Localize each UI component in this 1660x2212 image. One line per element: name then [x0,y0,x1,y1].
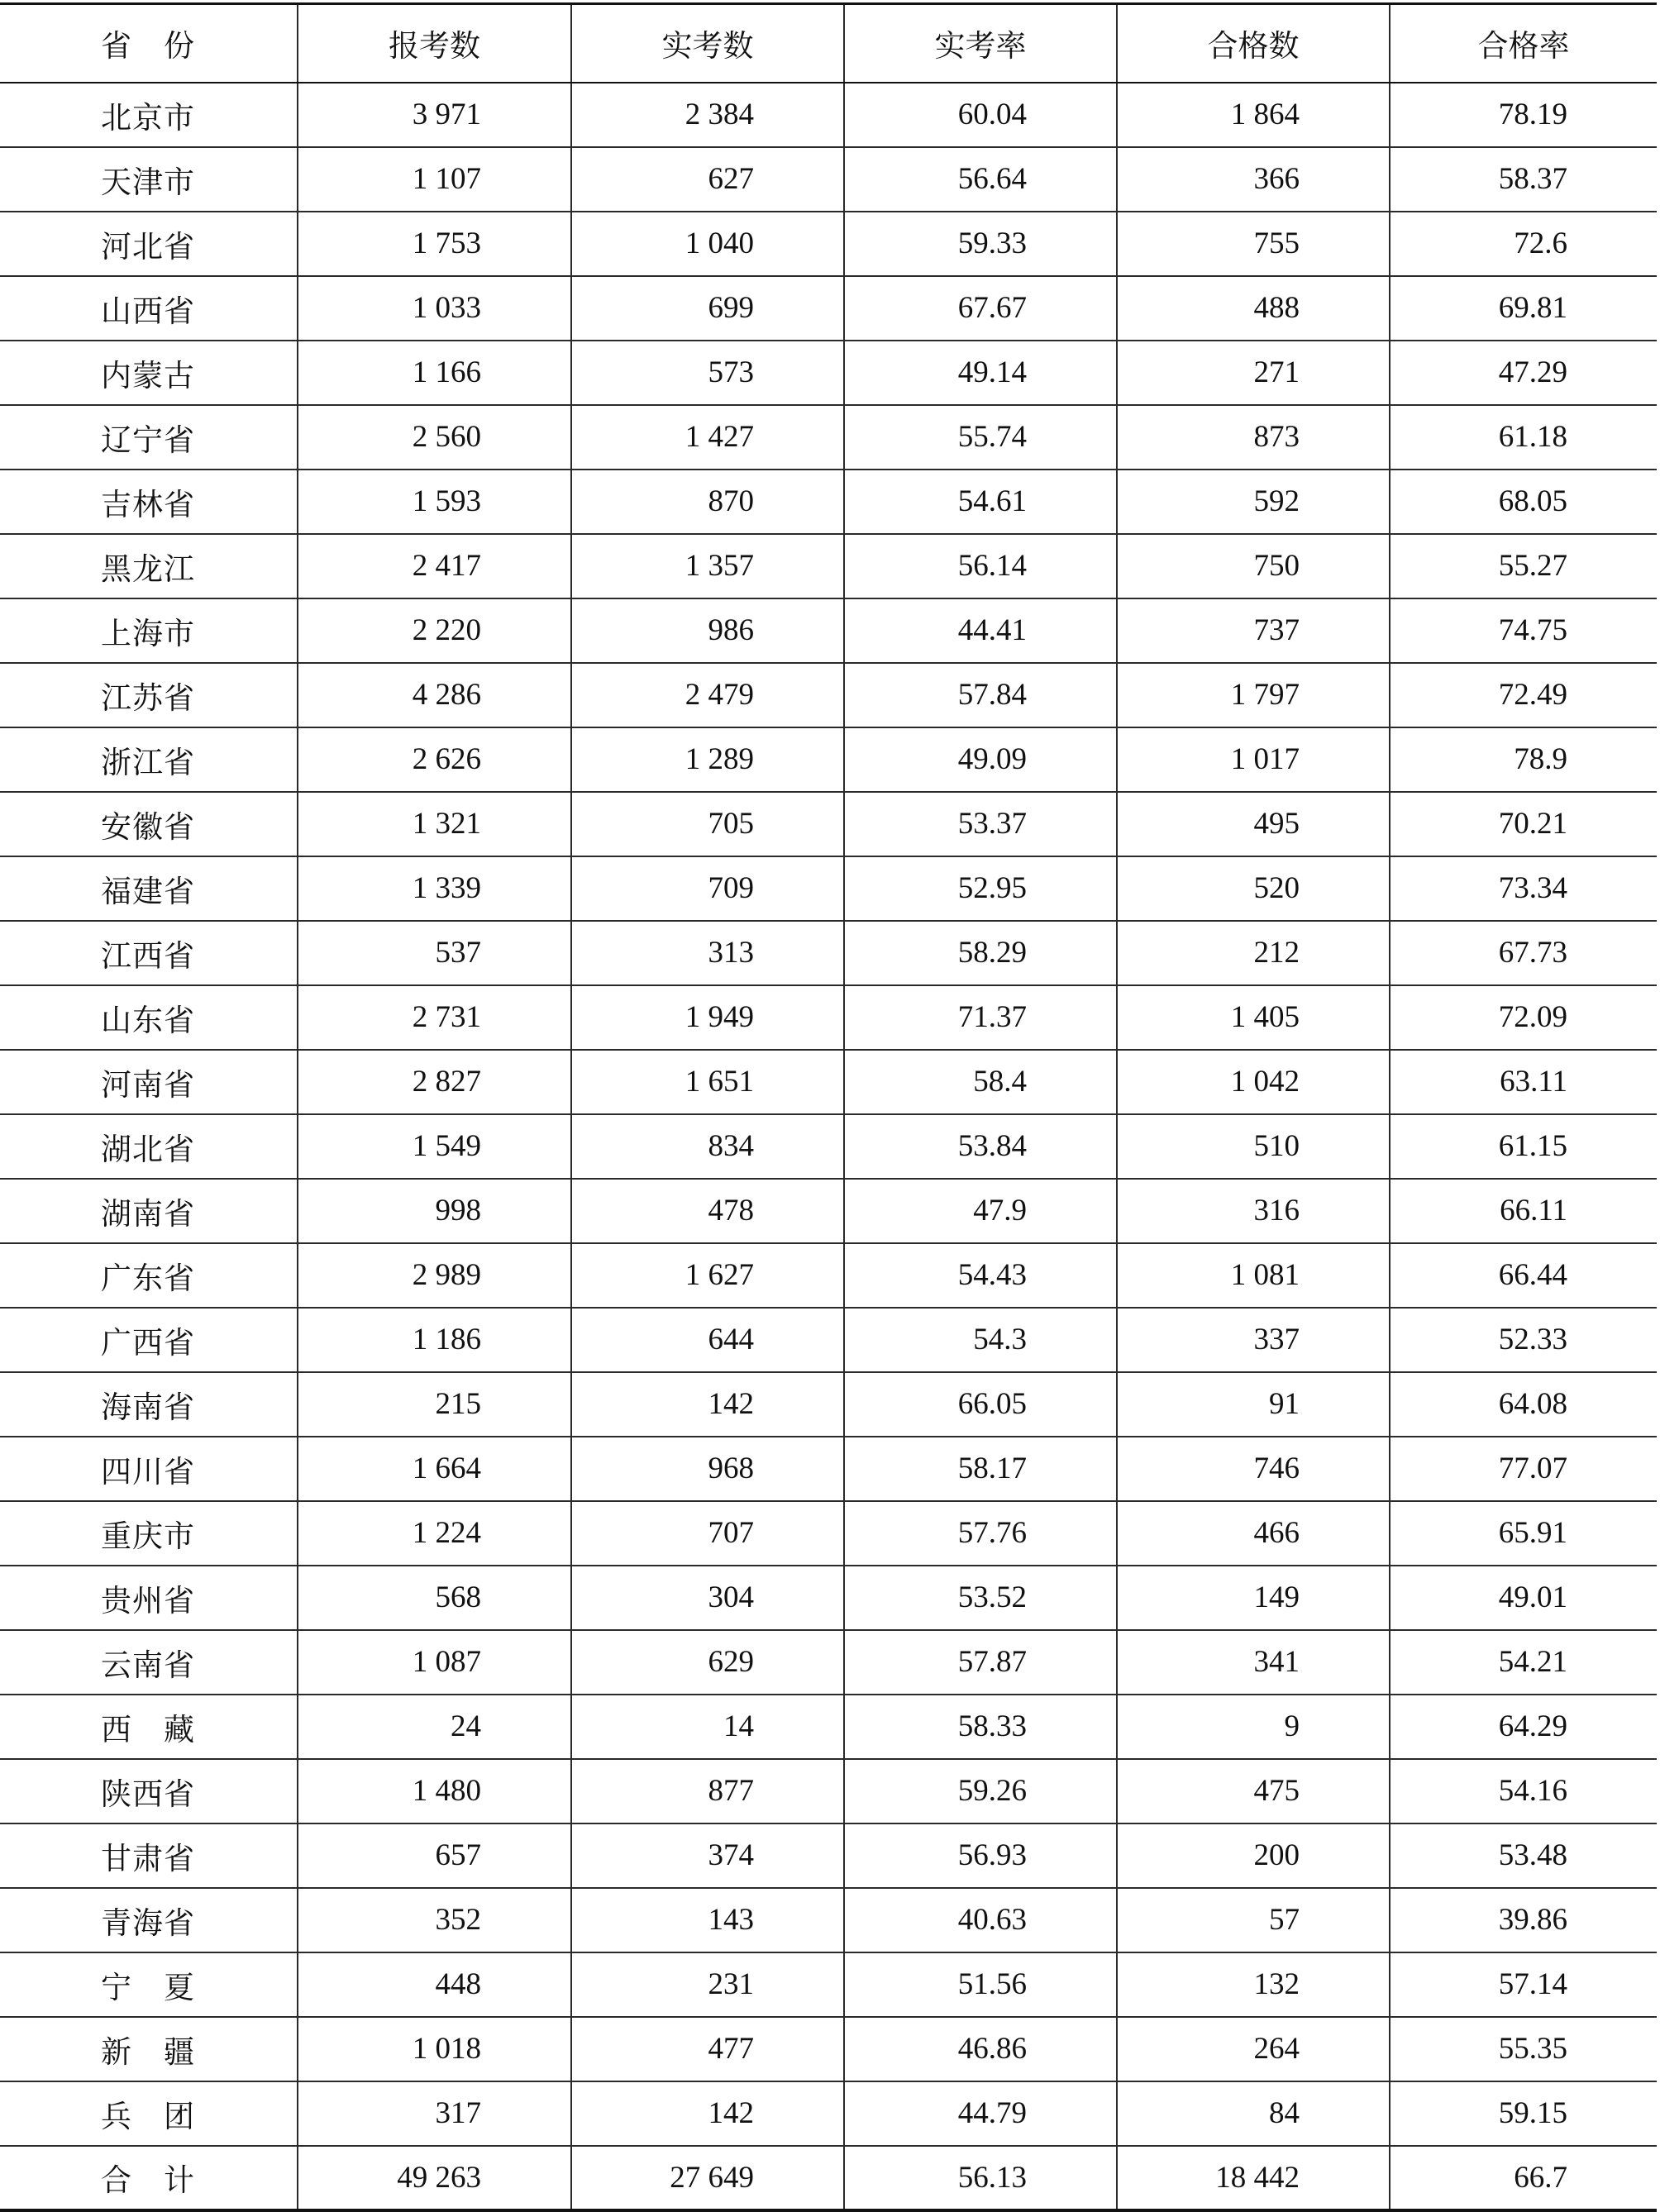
examined-cell: 14 [571,1695,844,1759]
exam-rate-cell: 49.14 [844,341,1117,405]
pass-rate-cell: 49.01 [1390,1566,1657,1630]
pass-rate-cell: 57.14 [1390,1952,1657,2017]
province-cell: 上海市 [0,598,298,663]
header-registered: 报考数 [298,4,571,83]
registered-cell: 537 [298,921,571,985]
table-row [0,856,1657,921]
pass-rate-cell: 66.7 [1390,2146,1657,2210]
registered-cell: 1 224 [298,1501,571,1566]
pass-rate-cell: 78.9 [1390,727,1657,792]
passed-cell: 1 864 [1117,83,1390,147]
table-row [0,147,1657,212]
pass-rate-cell: 72.6 [1390,212,1657,276]
exam-rate-cell: 44.79 [844,2081,1117,2146]
exam-statistics-table [0,2,1657,2212]
examined-cell: 1 289 [571,727,844,792]
pass-rate-cell: 66.11 [1390,1179,1657,1243]
province-cell: 福建省 [0,856,298,921]
exam-rate-cell: 53.52 [844,1566,1117,1630]
table-row [0,1437,1657,1501]
province-cell: 西 藏 [0,1695,298,1759]
table-row [0,212,1657,276]
pass-rate-cell: 68.05 [1390,470,1657,534]
examined-cell: 627 [571,147,844,212]
exam-rate-cell: 58.17 [844,1437,1117,1501]
passed-cell: 1 042 [1117,1050,1390,1114]
province-cell: 宁 夏 [0,1952,298,2017]
passed-cell: 341 [1117,1630,1390,1695]
table-row [0,2017,1657,2081]
registered-cell: 1 087 [298,1630,571,1695]
passed-cell: 316 [1117,1179,1390,1243]
province-cell: 天津市 [0,147,298,212]
pass-rate-cell: 52.33 [1390,1308,1657,1372]
examined-cell: 1 040 [571,212,844,276]
examined-cell: 1 651 [571,1050,844,1114]
pass-rate-cell: 78.19 [1390,83,1657,147]
passed-cell: 520 [1117,856,1390,921]
province-cell: 江苏省 [0,663,298,727]
passed-cell: 212 [1117,921,1390,985]
passed-cell: 1 017 [1117,727,1390,792]
examined-cell: 1 949 [571,985,844,1050]
exam-rate-cell: 51.56 [844,1952,1117,2017]
province-cell: 海南省 [0,1372,298,1437]
table-row [0,1759,1657,1823]
pass-rate-cell: 55.35 [1390,2017,1657,2081]
table-row [0,2081,1657,2146]
province-cell: 新 疆 [0,2017,298,2081]
registered-cell: 1 018 [298,2017,571,2081]
pass-rate-cell: 53.48 [1390,1823,1657,1888]
passed-cell: 1 797 [1117,663,1390,727]
province-cell: 云南省 [0,1630,298,1695]
pass-rate-cell: 54.16 [1390,1759,1657,1823]
registered-cell: 215 [298,1372,571,1437]
examined-cell: 877 [571,1759,844,1823]
exam-rate-cell: 56.14 [844,534,1117,598]
passed-cell: 271 [1117,341,1390,405]
table-row [0,276,1657,341]
header-examined: 实考数 [571,4,844,83]
examined-cell: 629 [571,1630,844,1695]
exam-rate-cell: 58.33 [844,1695,1117,1759]
examined-cell: 304 [571,1566,844,1630]
province-cell: 四川省 [0,1437,298,1501]
table-row [0,534,1657,598]
pass-rate-cell: 39.86 [1390,1888,1657,1952]
table-row [0,1179,1657,1243]
examined-cell: 644 [571,1308,844,1372]
exam-rate-cell: 54.43 [844,1243,1117,1308]
province-cell: 辽宁省 [0,405,298,470]
pass-rate-cell: 72.09 [1390,985,1657,1050]
province-cell: 黑龙江 [0,534,298,598]
table-row [0,1823,1657,1888]
examined-cell: 231 [571,1952,844,2017]
pass-rate-cell: 77.07 [1390,1437,1657,1501]
pass-rate-cell: 67.73 [1390,921,1657,985]
table-total-row [0,2146,1657,2210]
passed-cell: 488 [1117,276,1390,341]
header-province: 省 份 [0,4,298,83]
pass-rate-cell: 58.37 [1390,147,1657,212]
registered-cell: 1 549 [298,1114,571,1179]
province-cell: 湖南省 [0,1179,298,1243]
passed-cell: 337 [1117,1308,1390,1372]
pass-rate-cell: 69.81 [1390,276,1657,341]
examined-cell: 2 384 [571,83,844,147]
exam-rate-cell: 60.04 [844,83,1117,147]
registered-cell: 1 753 [298,212,571,276]
passed-cell: 18 442 [1117,2146,1390,2210]
pass-rate-cell: 63.11 [1390,1050,1657,1114]
examined-cell: 705 [571,792,844,856]
table-row [0,1888,1657,1952]
passed-cell: 510 [1117,1114,1390,1179]
examined-cell: 834 [571,1114,844,1179]
registered-cell: 568 [298,1566,571,1630]
table-row [0,1114,1657,1179]
registered-cell: 49 263 [298,2146,571,2210]
examined-cell: 478 [571,1179,844,1243]
pass-rate-cell: 61.18 [1390,405,1657,470]
registered-cell: 2 626 [298,727,571,792]
registered-cell: 1 664 [298,1437,571,1501]
passed-cell: 57 [1117,1888,1390,1952]
pass-rate-cell: 54.21 [1390,1630,1657,1695]
pass-rate-cell: 74.75 [1390,598,1657,663]
examined-cell: 968 [571,1437,844,1501]
province-cell: 河南省 [0,1050,298,1114]
exam-rate-cell: 59.26 [844,1759,1117,1823]
registered-cell: 448 [298,1952,571,2017]
registered-cell: 4 286 [298,663,571,727]
province-cell: 陕西省 [0,1759,298,1823]
pass-rate-cell: 59.15 [1390,2081,1657,2146]
province-cell: 贵州省 [0,1566,298,1630]
table-row [0,792,1657,856]
province-cell: 广东省 [0,1243,298,1308]
examined-cell: 142 [571,2081,844,2146]
registered-cell: 1 186 [298,1308,571,1372]
registered-cell: 2 417 [298,534,571,598]
exam-rate-cell: 57.87 [844,1630,1117,1695]
examined-cell: 870 [571,470,844,534]
passed-cell: 737 [1117,598,1390,663]
examined-cell: 709 [571,856,844,921]
exam-rate-cell: 57.84 [844,663,1117,727]
registered-cell: 317 [298,2081,571,2146]
table-row [0,1372,1657,1437]
exam-rate-cell: 56.93 [844,1823,1117,1888]
table-row [0,1566,1657,1630]
table-row [0,1050,1657,1114]
exam-rate-cell: 52.95 [844,856,1117,921]
exam-rate-cell: 55.74 [844,405,1117,470]
registered-cell: 1 339 [298,856,571,921]
table-row [0,921,1657,985]
table-row [0,1243,1657,1308]
exam-rate-cell: 44.41 [844,598,1117,663]
registered-cell: 657 [298,1823,571,1888]
exam-rate-cell: 54.3 [844,1308,1117,1372]
examined-cell: 986 [571,598,844,663]
passed-cell: 9 [1117,1695,1390,1759]
exam-rate-cell: 40.63 [844,1888,1117,1952]
examined-cell: 142 [571,1372,844,1437]
province-cell: 湖北省 [0,1114,298,1179]
exam-rate-cell: 49.09 [844,727,1117,792]
table-row [0,470,1657,534]
province-cell: 浙江省 [0,727,298,792]
province-cell: 兵 团 [0,2081,298,2146]
examined-cell: 707 [571,1501,844,1566]
passed-cell: 91 [1117,1372,1390,1437]
province-cell: 甘肃省 [0,1823,298,1888]
exam-rate-cell: 66.05 [844,1372,1117,1437]
passed-cell: 466 [1117,1501,1390,1566]
province-cell: 广西省 [0,1308,298,1372]
province-cell: 合 计 [0,2146,298,2210]
exam-rate-cell: 67.67 [844,276,1117,341]
examined-cell: 1 357 [571,534,844,598]
pass-rate-cell: 64.08 [1390,1372,1657,1437]
exam-rate-cell: 57.76 [844,1501,1117,1566]
exam-rate-cell: 58.4 [844,1050,1117,1114]
registered-cell: 1 166 [298,341,571,405]
pass-rate-cell: 66.44 [1390,1243,1657,1308]
examined-cell: 313 [571,921,844,985]
exam-rate-cell: 54.61 [844,470,1117,534]
registered-cell: 2 560 [298,405,571,470]
exam-rate-cell: 59.33 [844,212,1117,276]
pass-rate-cell: 61.15 [1390,1114,1657,1179]
province-cell: 安徽省 [0,792,298,856]
examined-cell: 699 [571,276,844,341]
passed-cell: 746 [1117,1437,1390,1501]
examined-cell: 27 649 [571,2146,844,2210]
registered-cell: 998 [298,1179,571,1243]
table-row [0,1308,1657,1372]
header-exam-rate: 实考率 [844,4,1117,83]
table-row [0,598,1657,663]
passed-cell: 366 [1117,147,1390,212]
passed-cell: 1 081 [1117,1243,1390,1308]
province-cell: 内蒙古 [0,341,298,405]
pass-rate-cell: 72.49 [1390,663,1657,727]
examined-cell: 1 627 [571,1243,844,1308]
table-row [0,1501,1657,1566]
province-cell: 江西省 [0,921,298,985]
registered-cell: 1 107 [298,147,571,212]
exam-rate-cell: 53.37 [844,792,1117,856]
province-cell: 青海省 [0,1888,298,1952]
table-row [0,727,1657,792]
table-row [0,83,1657,147]
passed-cell: 132 [1117,1952,1390,2017]
exam-rate-cell: 47.9 [844,1179,1117,1243]
province-cell: 重庆市 [0,1501,298,1566]
registered-cell: 2 220 [298,598,571,663]
pass-rate-cell: 47.29 [1390,341,1657,405]
passed-cell: 200 [1117,1823,1390,1888]
registered-cell: 1 033 [298,276,571,341]
province-cell: 山东省 [0,985,298,1050]
registered-cell: 1 593 [298,470,571,534]
table-row [0,1630,1657,1695]
exam-rate-cell: 56.64 [844,147,1117,212]
province-cell: 北京市 [0,83,298,147]
exam-rate-cell: 56.13 [844,2146,1117,2210]
passed-cell: 264 [1117,2017,1390,2081]
province-cell: 山西省 [0,276,298,341]
registered-cell: 3 971 [298,83,571,147]
header-pass-rate: 合格率 [1390,4,1657,83]
table-row [0,663,1657,727]
passed-cell: 84 [1117,2081,1390,2146]
pass-rate-cell: 64.29 [1390,1695,1657,1759]
pass-rate-cell: 73.34 [1390,856,1657,921]
table-row [0,985,1657,1050]
examined-cell: 573 [571,341,844,405]
header-passed: 合格数 [1117,4,1390,83]
pass-rate-cell: 70.21 [1390,792,1657,856]
registered-cell: 1 480 [298,1759,571,1823]
passed-cell: 592 [1117,470,1390,534]
table-header-row [0,4,1657,83]
passed-cell: 755 [1117,212,1390,276]
registered-cell: 2 827 [298,1050,571,1114]
exam-rate-cell: 58.29 [844,921,1117,985]
registered-cell: 352 [298,1888,571,1952]
passed-cell: 1 405 [1117,985,1390,1050]
registered-cell: 2 989 [298,1243,571,1308]
passed-cell: 475 [1117,1759,1390,1823]
examined-cell: 374 [571,1823,844,1888]
exam-rate-cell: 46.86 [844,2017,1117,2081]
table-row [0,341,1657,405]
passed-cell: 495 [1117,792,1390,856]
table-row [0,1695,1657,1759]
exam-rate-cell: 53.84 [844,1114,1117,1179]
examined-cell: 143 [571,1888,844,1952]
registered-cell: 2 731 [298,985,571,1050]
table-row [0,1952,1657,2017]
province-cell: 河北省 [0,212,298,276]
examined-cell: 1 427 [571,405,844,470]
examined-cell: 2 479 [571,663,844,727]
registered-cell: 24 [298,1695,571,1759]
registered-cell: 1 321 [298,792,571,856]
province-cell: 吉林省 [0,470,298,534]
passed-cell: 873 [1117,405,1390,470]
table-row [0,405,1657,470]
examined-cell: 477 [571,2017,844,2081]
pass-rate-cell: 65.91 [1390,1501,1657,1566]
pass-rate-cell: 55.27 [1390,534,1657,598]
passed-cell: 149 [1117,1566,1390,1630]
passed-cell: 750 [1117,534,1390,598]
exam-rate-cell: 71.37 [844,985,1117,1050]
